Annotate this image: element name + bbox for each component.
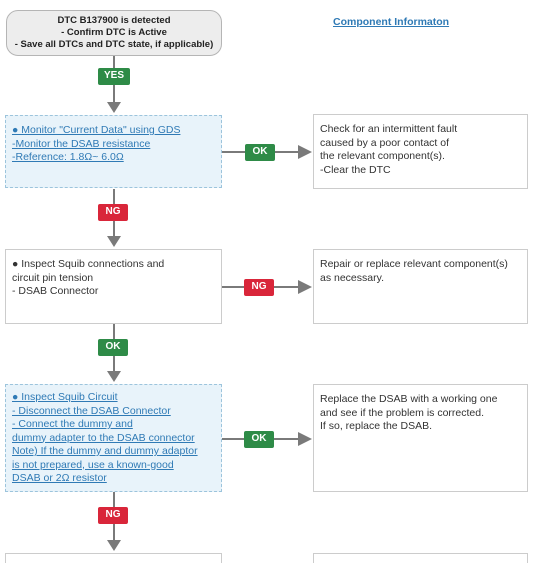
step-monitor-current-data[interactable] xyxy=(5,115,222,188)
ng-badge: NG xyxy=(244,279,274,296)
step-line: is not prepared, use a known-good xyxy=(12,458,174,471)
ok-badge: OK xyxy=(98,339,128,356)
result-line: as necessary. xyxy=(320,271,384,284)
next-result-box xyxy=(313,553,528,563)
result-line: -Clear the DTC xyxy=(320,163,391,176)
start-line: - Confirm DTC is Active xyxy=(61,27,167,38)
step-line: DSAB or 2Ω resistor xyxy=(12,472,107,484)
step-line: ● Inspect Squib Circuit xyxy=(12,391,118,403)
ng-badge: NG xyxy=(98,507,128,524)
arrow-down-icon xyxy=(107,371,121,382)
arrow-down-icon xyxy=(107,540,121,551)
result-line: If so, replace the DSAB. xyxy=(320,420,433,432)
result-line: Check for an intermittent fault xyxy=(320,123,458,135)
result-line: and see if the problem is corrected. xyxy=(320,406,485,419)
arrow-down-icon xyxy=(107,236,121,247)
step-line: circuit pin tension xyxy=(12,271,94,284)
result-line: Repair or replace relevant component(s) xyxy=(320,258,508,270)
arrow-right-icon xyxy=(298,145,312,159)
arrow-down-icon xyxy=(107,102,121,113)
step-line: Note) If the dummy and dummy adaptor xyxy=(12,445,198,457)
component-information-link[interactable]: Component Informaton xyxy=(333,16,450,28)
yes-badge: YES xyxy=(98,68,130,85)
ok-badge: OK xyxy=(245,144,275,161)
step-inspect-squib-connections[interactable] xyxy=(5,249,222,324)
ok-badge: OK xyxy=(244,431,274,448)
start-line: - Save all DTCs and DTC state, if applicable) xyxy=(14,39,214,50)
step-line: ● Monitor "Current Data" using GDS xyxy=(12,124,181,136)
step-line: dummy adapter to the DSAB connector xyxy=(12,431,195,444)
ng-badge: NG xyxy=(98,204,128,221)
result-replace-dsab xyxy=(313,384,528,492)
next-step-box xyxy=(5,553,222,563)
step-line: - DSAB Connector xyxy=(12,285,99,297)
result-line: Replace the DSAB with a working one xyxy=(320,393,498,405)
result-line: caused by a poor contact of xyxy=(320,136,449,149)
start-line: DTC B137900 is detected xyxy=(57,15,171,26)
step-line: - Connect the dummy and xyxy=(12,418,133,430)
step-line: -Reference: 1.8Ω~ 6.0Ω xyxy=(12,151,124,163)
result-repair-replace xyxy=(313,249,528,324)
step-line: - Disconnect the DSAB Connector xyxy=(12,404,171,417)
step-inspect-squib-circuit[interactable] xyxy=(5,384,222,492)
arrow-right-icon xyxy=(298,280,312,294)
arrow-right-icon xyxy=(298,432,312,446)
step-line: ● Inspect Squib connections and xyxy=(12,258,165,270)
result-line: the relevant component(s). xyxy=(320,150,445,162)
result-intermittent-fault xyxy=(313,114,528,189)
step-line: -Monitor the DSAB resistance xyxy=(12,137,151,150)
start-node xyxy=(6,10,222,56)
